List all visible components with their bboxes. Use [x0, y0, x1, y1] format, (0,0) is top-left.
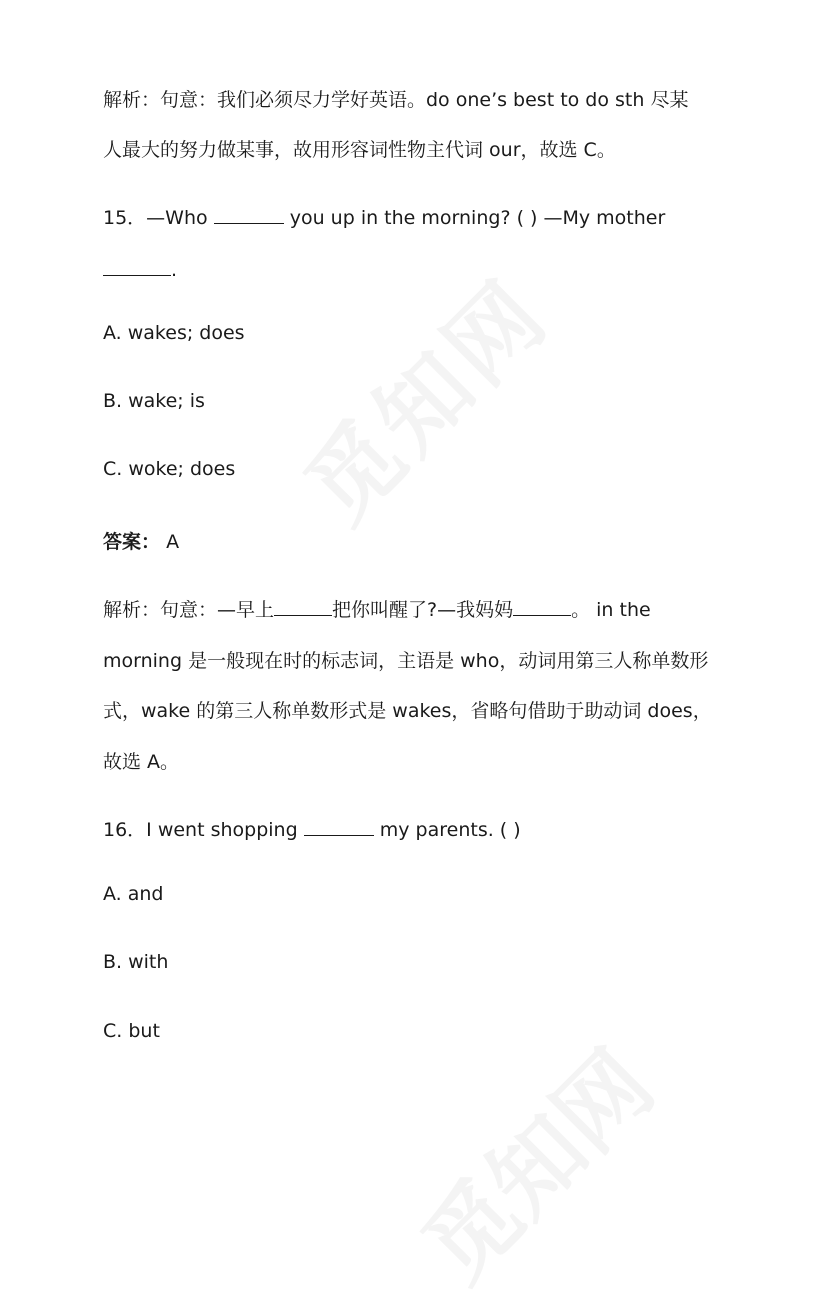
- q15-analysis-part-3: 。 in the: [571, 599, 651, 621]
- q15-analysis-part-1: 解析：句意：—早上: [103, 599, 275, 621]
- q15-stem-line-2: [103, 255, 177, 281]
- q14-analysis-line-2: 人最大的努力做某事，故用形容词性物主代词 our，故选 C。: [103, 139, 616, 161]
- q15-option-c: C. woke; does: [103, 458, 236, 480]
- q15-blank-1: [214, 203, 284, 224]
- q14-analysis-line-1: 解析：句意：我们必须尽力学好英语。do one’s best to do sth 尽某: [103, 89, 689, 111]
- q16-stem-end: my parents. ( ): [379, 819, 521, 841]
- q15-option-a: A. wakes; does: [103, 322, 245, 344]
- q15-analysis-blank-2: [513, 595, 571, 616]
- q15-analysis-line-2: morning 是一般现在时的标志词，主语是 who，动词用第三人称单数形: [103, 650, 709, 672]
- answer-label: 答案：: [103, 531, 161, 553]
- q15-stem-start: 15．—Who: [103, 207, 208, 229]
- q15-stem-end: .: [171, 258, 178, 281]
- q15-analysis-line-1: [103, 595, 651, 622]
- q15-analysis-part-2: 把你叫醒了?—我妈妈: [332, 599, 514, 621]
- q15-option-b: B. wake; is: [103, 390, 205, 412]
- answer-value: A: [166, 531, 180, 553]
- q16-option-b: B. with: [103, 951, 169, 973]
- q16-option-a: A. and: [103, 883, 164, 905]
- q16-stem: [103, 815, 521, 842]
- q16-option-c: C. but: [103, 1020, 160, 1042]
- watermark-bottom: 觅知网: [402, 1030, 674, 1302]
- q15-analysis-blank-1: [274, 595, 332, 616]
- watermark: 觅知网: [284, 258, 570, 544]
- q15-analysis-line-4: 故选 A。: [103, 751, 180, 773]
- q15-answer: [103, 527, 179, 554]
- q16-stem-start: 16．I went shopping: [103, 819, 298, 841]
- q15-stem-middle: you up in the morning? ( ) —My mother: [289, 207, 666, 229]
- q15-stem: [103, 203, 665, 230]
- q16-blank: [304, 815, 374, 836]
- q15-analysis-line-3: 式，wake 的第三人称单数形式是 wakes，省略句借助于助动词 does，: [103, 700, 712, 722]
- q15-blank-2: [103, 255, 171, 276]
